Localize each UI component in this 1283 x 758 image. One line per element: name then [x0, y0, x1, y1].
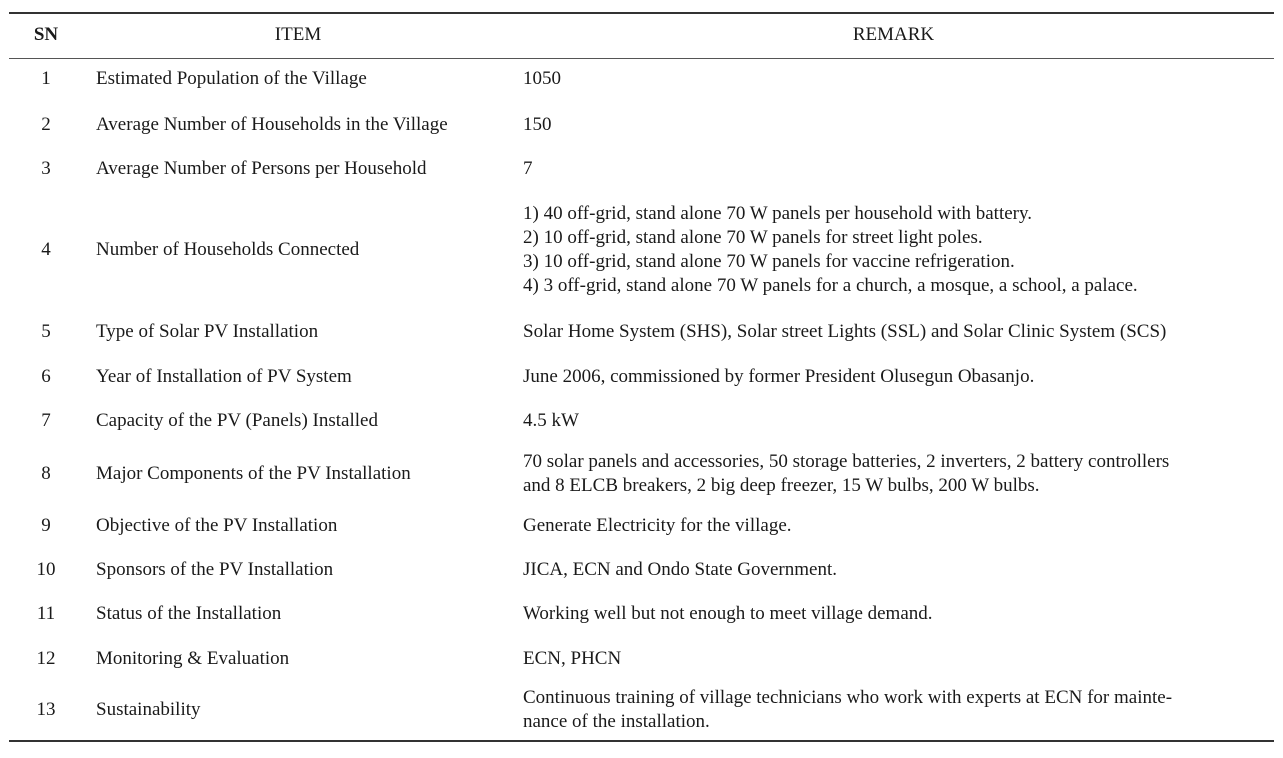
table-header: [9, 12, 1274, 58]
cell-remark-line: 150: [523, 114, 552, 135]
cell-item: Status of the Installation: [96, 603, 282, 624]
cell-remark-line: 1050: [523, 68, 561, 89]
cell-item: Sustainability: [96, 699, 201, 720]
table-row: [9, 365, 1274, 389]
cell-item: Monitoring & Evaluation: [96, 648, 290, 669]
cell-remark: [523, 686, 1253, 734]
cell-remark: [523, 157, 1253, 181]
cell-remark: [523, 365, 1253, 389]
cell-remark-line: 70 solar panels and accessories, 50 storage batteries, 2 inverters, 2 battery controllers: [523, 451, 1170, 472]
cell-remark: [523, 320, 1253, 344]
cell-item: Objective of the PV Installation: [96, 515, 338, 536]
table-row: [9, 686, 1274, 734]
cell-sn: 5: [41, 321, 51, 342]
cell-item: Capacity of the PV (Panels) Installed: [96, 410, 378, 431]
cell-remark-line: 4) 3 off-grid, stand alone 70 W panels for a church, a mosque, a school, a palace.: [523, 275, 1138, 296]
cell-remark-line: ECN, PHCN: [523, 648, 622, 669]
cell-remark-line: Generate Electricity for the village.: [523, 515, 792, 536]
cell-remark-line: 2) 10 off-grid, stand alone 70 W panels for street light poles.: [523, 227, 983, 248]
cell-item: Major Components of the PV Installation: [96, 463, 411, 484]
cell-sn: 9: [41, 515, 51, 536]
cell-item: Type of Solar PV Installation: [96, 321, 319, 342]
table-row: [9, 320, 1274, 344]
table-row: [9, 202, 1274, 298]
cell-sn: 4: [41, 239, 51, 260]
cell-sn: 6: [41, 366, 51, 387]
cell-remark-line: JICA, ECN and Ondo State Government.: [523, 559, 837, 580]
cell-item: Estimated Population of the Village: [96, 68, 367, 89]
cell-remark: [523, 602, 1253, 626]
cell-remark: [523, 67, 1253, 91]
table-row: [9, 450, 1274, 498]
cell-remark-line: Working well but not enough to meet village demand.: [523, 603, 933, 624]
table-row: [9, 558, 1274, 582]
cell-remark-line: Solar Home System (SHS), Solar street Lights (SSL) and Solar Clinic System (SCS): [523, 321, 1167, 342]
cell-remark: [523, 409, 1253, 433]
cell-item: Year of Installation of PV System: [96, 366, 352, 387]
cell-remark: [523, 647, 1253, 671]
cell-remark-line: June 2006, commissioned by former President Olusegun Obasanjo.: [523, 366, 1035, 387]
cell-remark: [523, 450, 1253, 498]
cell-item: Average Number of Persons per Household: [96, 158, 427, 179]
cell-remark-line: 4.5 kW: [523, 410, 579, 431]
cell-item: Average Number of Households in the Village: [96, 114, 448, 135]
cell-sn: 3: [41, 158, 51, 179]
table-bottom-rule: [9, 740, 1274, 742]
table-header-rule: [9, 58, 1274, 59]
cell-remark-line: 1) 40 off-grid, stand alone 70 W panels per household with battery.: [523, 203, 1033, 224]
cell-sn: 2: [41, 114, 51, 135]
table-row: [9, 67, 1274, 91]
cell-item: Sponsors of the PV Installation: [96, 559, 334, 580]
table-row: [9, 409, 1274, 433]
cell-sn: 10: [36, 559, 56, 580]
cell-sn: 8: [41, 463, 51, 484]
table-row: [9, 647, 1274, 671]
cell-sn: 11: [36, 603, 56, 624]
cell-remark-line: 7: [523, 158, 533, 179]
header-item: ITEM: [274, 24, 322, 45]
table-row: [9, 157, 1274, 181]
cell-remark: [523, 558, 1253, 582]
cell-item: Number of Households Connected: [96, 239, 360, 260]
header-remark: REMARK: [852, 24, 935, 45]
cell-remark-line: and 8 ELCB breakers, 2 big deep freezer, 15 W bulbs, 200 W bulbs.: [523, 475, 1040, 496]
table-row: [9, 514, 1274, 538]
cell-sn: 1: [41, 68, 51, 89]
cell-remark-line: 3) 10 off-grid, stand alone 70 W panels for vaccine refrigeration.: [523, 251, 1015, 272]
cell-remark: [523, 514, 1253, 538]
table-row: [9, 113, 1274, 137]
header-sn: SN: [33, 24, 59, 45]
cell-remark-line: Continuous training of village technicians who work with experts at ECN for mainte-: [523, 687, 1173, 708]
cell-sn: 7: [41, 410, 51, 431]
cell-sn: 13: [36, 699, 56, 720]
cell-sn: 12: [36, 648, 56, 669]
table-row: [9, 602, 1274, 626]
cell-remark-line: nance of the installation.: [523, 711, 710, 732]
cell-remark: [523, 113, 1253, 137]
cell-remark: [523, 202, 1253, 298]
